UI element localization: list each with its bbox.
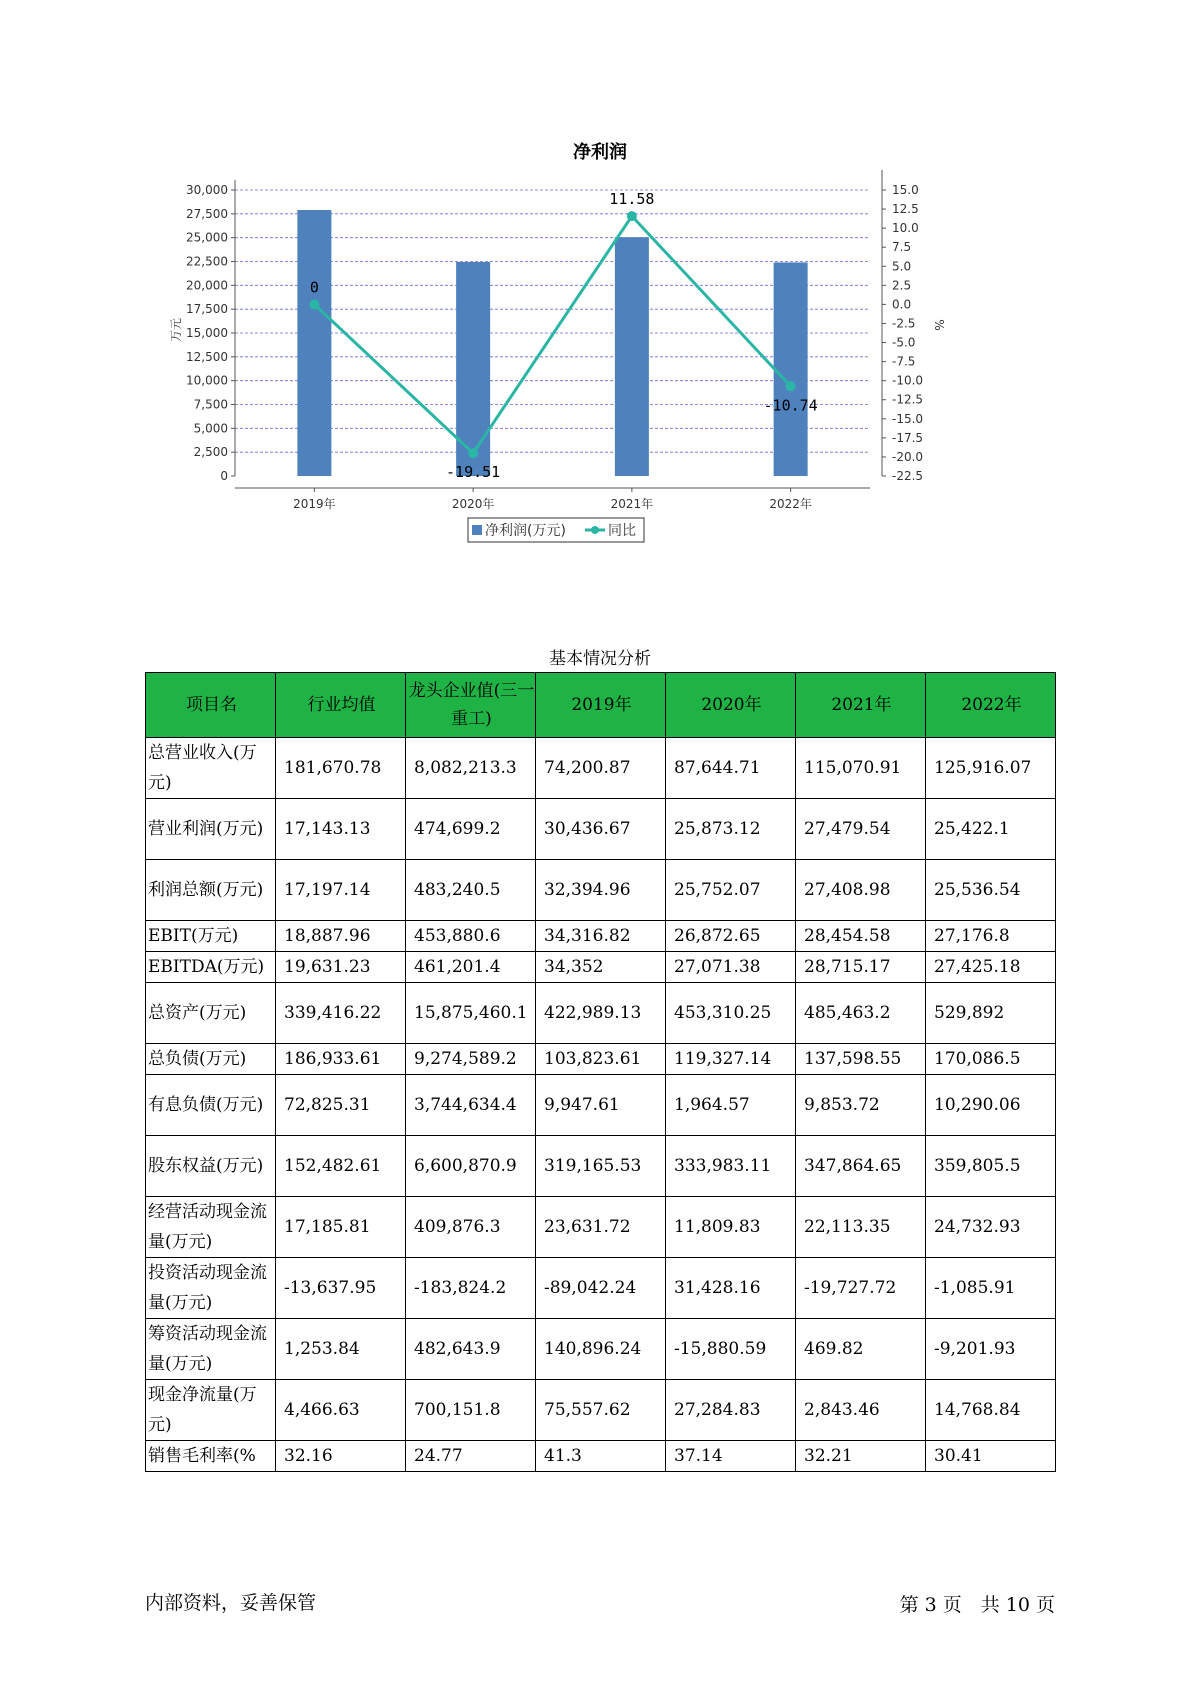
table-cell: 72,825.31 [276,1075,406,1136]
row-label: 营业利润(万元) [146,799,276,860]
table-header-row [146,673,1056,738]
table-cell: 482,643.9 [406,1319,536,1380]
y-tick-label: 7,500 [193,397,228,412]
y-tick-label: 5,000 [193,421,228,436]
yoy-point [309,299,319,309]
table-row [146,1044,1056,1075]
header-cell: 2021年 [796,673,926,738]
table-cell: 25,422.1 [926,799,1056,860]
table-cell: 8,082,213.3 [406,738,536,799]
yoy-data-label: -19.51 [446,463,501,482]
analysis-table [145,672,1056,1472]
table-cell: 17,143.13 [276,799,406,860]
table-cell: 170,086.5 [926,1044,1056,1075]
header-cell: 2020年 [666,673,796,738]
table-cell: 23,631.72 [536,1197,666,1258]
table-cell: 152,482.61 [276,1136,406,1197]
y-tick-label: 0 [220,469,228,483]
y2-tick-label: -5.0 [892,335,916,350]
table-cell: 27,408.98 [796,860,926,921]
table-cell: 24.77 [406,1441,536,1472]
bar [774,262,808,476]
y2-tick-label: -10.0 [892,373,924,388]
table-cell: 333,983.11 [666,1136,796,1197]
yoy-point [468,448,478,458]
table-cell: 9,274,589.2 [406,1044,536,1075]
table-cell: 103,823.61 [536,1044,666,1075]
y2-tick-label: -15.0 [892,411,924,426]
table-cell: 27,284.83 [666,1380,796,1441]
table-cell: 27,071.38 [666,952,796,983]
footer-note: 内部资料，妥善保管 [145,1592,317,1614]
y2-tick-label: 2.5 [892,278,912,293]
y-tick-label: 22,500 [186,254,228,269]
table-cell: 469.82 [796,1319,926,1380]
x-tick-label: 2019年 [293,497,336,511]
row-label: 投资活动现金流量(万元) [146,1258,276,1319]
table-cell: 347,864.65 [796,1136,926,1197]
y2-tick-label: 10.0 [892,221,919,236]
table-cell: 26,872.65 [666,921,796,952]
table-caption: 基本情况分析 [549,649,651,669]
header-cell: 2019年 [536,673,666,738]
x-tick-label: 2021年 [610,497,654,511]
table-cell: -183,824.2 [406,1258,536,1319]
table-cell: 34,352 [536,952,666,983]
table-row [146,952,1056,983]
header-cell: 项目名 [146,673,276,738]
table-cell: 32.16 [276,1441,406,1472]
table-cell: 1,253.84 [276,1319,406,1380]
row-label: EBIT(万元) [146,921,276,952]
table-cell: 453,310.25 [666,983,796,1044]
table-cell: 19,631.23 [276,952,406,983]
y2-tick-label: -20.0 [892,449,924,464]
table-cell: 28,454.58 [796,921,926,952]
table-cell: -89,042.24 [536,1258,666,1319]
page-number: 第 3 页 共 10 页 [899,1594,1055,1616]
header-cell: 行业均值 [276,673,406,738]
yoy-data-label: -10.74 [763,396,818,415]
table-cell: 27,479.54 [796,799,926,860]
table-cell: 140,896.24 [536,1319,666,1380]
legend-line-label: 同比 [608,523,636,539]
row-label: 利润总额(万元) [146,860,276,921]
y2-tick-label: -17.5 [892,430,924,445]
header-cell: 2022年 [926,673,1056,738]
y2-axis-label: % [932,319,946,331]
table-cell: 41.3 [536,1441,666,1472]
table-row [146,860,1056,921]
table-cell: 119,327.14 [666,1044,796,1075]
table-row [146,799,1056,860]
table-cell: 137,598.55 [796,1044,926,1075]
y2-tick-label: -22.5 [892,469,924,483]
row-label: 筹资活动现金流量(万元) [146,1319,276,1380]
table-cell: 3,744,634.4 [406,1075,536,1136]
table-cell: 6,600,870.9 [406,1136,536,1197]
table-cell: 30.41 [926,1441,1056,1472]
yoy-line [314,216,790,453]
row-label: 总营业收入(万元) [146,738,276,799]
row-label: 有息负债(万元) [146,1075,276,1136]
net-profit-chart [150,130,1050,600]
table-cell: 75,557.62 [536,1380,666,1441]
table-cell: 24,732.93 [926,1197,1056,1258]
y2-tick-label: 0.0 [892,297,912,312]
table-cell: 409,876.3 [406,1197,536,1258]
x-tick-label: 2020年 [451,497,495,511]
table-cell: 14,768.84 [926,1380,1056,1441]
table-row [146,921,1056,952]
table-cell: 74,200.87 [536,738,666,799]
y-tick-label: 10,000 [186,373,228,388]
row-label: 股东权益(万元) [146,1136,276,1197]
table-cell: 1,964.57 [666,1075,796,1136]
row-label: 总资产(万元) [146,983,276,1044]
table-cell: 25,873.12 [666,799,796,860]
row-label: 总负债(万元) [146,1044,276,1075]
table-cell: 9,947.61 [536,1075,666,1136]
table-cell: 17,185.81 [276,1197,406,1258]
x-tick-label: 2022年 [769,497,812,511]
table-cell: 186,933.61 [276,1044,406,1075]
table-cell: 422,989.13 [536,983,666,1044]
row-label: EBITDA(万元) [146,952,276,983]
table-row [146,738,1056,799]
table-cell: 27,176.8 [926,921,1056,952]
table-row [146,1075,1056,1136]
table-cell: 31,428.16 [666,1258,796,1319]
table-cell: 32,394.96 [536,860,666,921]
table-row [146,1441,1056,1472]
table-cell: 9,853.72 [796,1075,926,1136]
legend-bar-label: 净利润(万元) [485,523,566,539]
chart-svg [150,130,1050,600]
chart-title: 净利润 [573,142,627,163]
table-cell: 485,463.2 [796,983,926,1044]
yoy-point [627,211,637,221]
table-cell: 30,436.67 [536,799,666,860]
table-row [146,983,1056,1044]
table-row [146,1197,1056,1258]
table-cell: 529,892 [926,983,1056,1044]
bar [615,237,649,476]
table-cell: 461,201.4 [406,952,536,983]
table-cell: 34,316.82 [536,921,666,952]
table-cell: 37.14 [666,1441,796,1472]
y2-tick-label: -12.5 [892,392,924,407]
table-cell: 32.21 [796,1441,926,1472]
table-cell: 181,670.78 [276,738,406,799]
table-cell: 359,805.5 [926,1136,1056,1197]
table-cell: 474,699.2 [406,799,536,860]
table-cell: -1,085.91 [926,1258,1056,1319]
legend-line-marker [591,526,599,534]
yoy-point [786,381,796,391]
table-cell: 319,165.53 [536,1136,666,1197]
y2-tick-label: 12.5 [892,202,919,217]
y-tick-label: 17,500 [186,302,228,317]
table-row [146,1258,1056,1319]
table-cell: 25,536.54 [926,860,1056,921]
yoy-data-label: 11.58 [609,190,655,209]
y-tick-label: 25,000 [186,230,228,245]
table-cell: 27,425.18 [926,952,1056,983]
table-cell: 2,843.46 [796,1380,926,1441]
y2-tick-label: 15.0 [892,183,919,197]
table-row [146,1380,1056,1441]
table-cell: -19,727.72 [796,1258,926,1319]
y2-tick-label: 7.5 [892,240,912,255]
header-cell: 龙头企业值(三一重工) [406,673,536,738]
table-cell: 10,290.06 [926,1075,1056,1136]
y-tick-label: 27,500 [186,206,228,221]
y2-tick-label: -2.5 [892,316,916,331]
y-tick-label: 20,000 [186,278,228,293]
table-cell: -9,201.93 [926,1319,1056,1380]
table-cell: 700,151.8 [406,1380,536,1441]
table-cell: 22,113.35 [796,1197,926,1258]
table-row [146,1319,1056,1380]
table-cell: -13,637.95 [276,1258,406,1319]
table-cell: 15,875,460.1 [406,983,536,1044]
y-tick-label: 2,500 [193,445,228,460]
yoy-data-label: 0 [309,278,319,297]
table-cell: 28,715.17 [796,952,926,983]
table-cell: -15,880.59 [666,1319,796,1380]
row-label: 现金净流量(万元) [146,1380,276,1441]
table-cell: 453,880.6 [406,921,536,952]
row-label: 经营活动现金流量(万元) [146,1197,276,1258]
table-cell: 25,752.07 [666,860,796,921]
table-row [146,1136,1056,1197]
table-cell: 17,197.14 [276,860,406,921]
y-tick-label: 15,000 [186,326,228,340]
row-label: 销售毛利率(% [146,1441,276,1472]
bar [297,210,331,476]
table-cell: 115,070.91 [796,738,926,799]
y-axis-label: 万元 [169,317,183,343]
table-cell: 339,416.22 [276,983,406,1044]
table-cell: 125,916.07 [926,738,1056,799]
y2-tick-label: 5.0 [892,259,912,274]
legend-bar-swatch [472,525,482,535]
y-tick-label: 30,000 [186,183,228,197]
table-cell: 87,644.71 [666,738,796,799]
table-cell: 11,809.83 [666,1197,796,1258]
y2-tick-label: -7.5 [892,354,916,369]
table-cell: 18,887.96 [276,921,406,952]
table-cell: 483,240.5 [406,860,536,921]
table-cell: 4,466.63 [276,1380,406,1441]
y-tick-label: 12,500 [186,349,228,364]
